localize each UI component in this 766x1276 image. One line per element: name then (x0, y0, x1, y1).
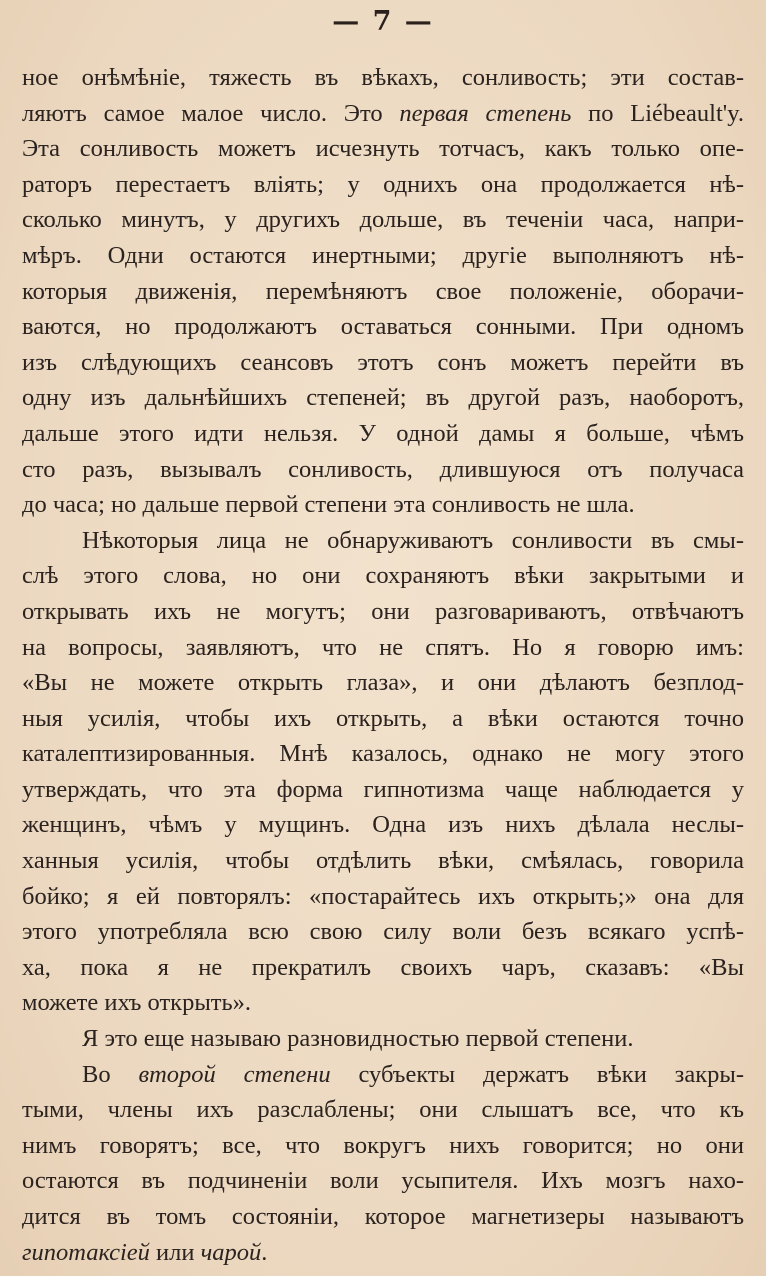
text-line (22, 238, 744, 274)
text-run: утверждать, что эта форма гипнотизма чаще наблюдается у (22, 775, 744, 803)
text-run: слѣ этого слова, но они сохраняютъ вѣки закрытыми и (22, 562, 744, 590)
text-run: остаются въ подчиненіи воли усыпителя. Ихъ мозгъ нахо- (22, 1167, 744, 1195)
text-run: одну изъ дальнѣйшихъ степеней; въ другой разъ, наоборотъ, (22, 384, 744, 412)
italic-term: гипотаксіей (22, 1238, 150, 1266)
text-line (22, 60, 744, 96)
text-run: тыми, члены ихъ разслаблены; они слышатъ все, что къ (22, 1096, 744, 1124)
text-line (22, 1057, 744, 1093)
text-line (22, 380, 744, 416)
text-run: Эта сонливость можетъ исчезнуть тотчасъ, какъ только опе- (22, 135, 744, 163)
text-line (22, 274, 744, 310)
text-line (22, 487, 744, 523)
text-run: мѣръ. Одни остаются инертными; другіе выполняютъ нѣ- (22, 241, 744, 269)
text-line (22, 1235, 744, 1271)
text-run: открывать ихъ не могутъ; они разговариваютъ, отвѣчаютъ (22, 597, 744, 625)
text-line (22, 772, 744, 808)
text-run: дится въ томъ состояніи, которое магнетизеры называютъ (22, 1203, 744, 1230)
text-line (22, 736, 744, 772)
text-line (22, 309, 744, 345)
text-run: нимъ говорятъ; все, что вокругъ нихъ говорится; но они (22, 1131, 744, 1159)
text-run: дальше этого идти нельзя. У одной дамы я больше, чѣмъ (22, 419, 744, 447)
text-line (22, 843, 744, 879)
text-run: бойко; я ей повторялъ: «постарайтесь ихъ открыть;» она для (22, 882, 744, 910)
text-line (22, 1092, 744, 1128)
text-line (22, 914, 744, 950)
text-run: сто разъ, вызывалъ сонливость, длившуюся отъ получаса (22, 455, 744, 483)
text-run: по Liébeault'y. (571, 99, 744, 127)
text-line (22, 879, 744, 915)
text-run: этого употребляла всю свою силу воли безъ всякаго успѣ- (22, 918, 744, 946)
text-run: ханныя усилія, чтобы отдѣлить вѣки, смѣялась, говорила (22, 847, 744, 875)
italic-term: чарой (200, 1238, 262, 1266)
text-line (22, 96, 744, 132)
text-run: «Вы не можете открыть глаза», и они дѣлаютъ безплод- (22, 669, 744, 697)
text-run: на вопросы, заявляютъ, что не спятъ. Но я говорю имъ: (22, 633, 744, 661)
text-line (22, 202, 744, 238)
text-run: раторъ перестаетъ вліять; у однихъ она продолжается нѣ- (22, 170, 744, 198)
text-run: которыя движенія, перемѣняютъ свое положеніе, оборачи- (22, 277, 744, 305)
text-run: женщинъ, чѣмъ у мущинъ. Одна изъ нихъ дѣлала неслы- (22, 811, 744, 839)
text-line (22, 950, 744, 986)
text-run: ляютъ самое малое число. Это (22, 99, 400, 127)
text-line (22, 345, 744, 381)
italic-term: второй степени (138, 1060, 331, 1088)
text-line (22, 452, 744, 488)
text-line (22, 1199, 744, 1235)
text-line (22, 630, 744, 666)
text-line (22, 131, 744, 167)
text-run: или (149, 1238, 201, 1266)
body-text (22, 60, 744, 1270)
text-line (22, 1163, 744, 1199)
text-line (22, 167, 744, 203)
text-line (22, 1021, 744, 1057)
text-line (22, 665, 744, 701)
text-run: Во (82, 1060, 139, 1088)
text-run: изъ слѣдующихъ сеансовъ этотъ сонъ можетъ перейти въ (22, 348, 744, 376)
text-line (22, 1128, 744, 1164)
text-line (22, 558, 744, 594)
text-line (22, 594, 744, 630)
text-run: ваются, но продолжаютъ оставаться сонными. При одномъ (22, 313, 744, 341)
text-run: до часа; но дальше первой степени эта сонливость не шла. (22, 491, 635, 519)
text-line (22, 807, 744, 843)
text-run: каталептизированныя. Мнѣ казалось, однако не могу этого (22, 740, 744, 768)
text-line (22, 701, 744, 737)
text-run: ха, пока я не прекратилъ своихъ чаръ, сказавъ: «Вы (22, 953, 744, 981)
text-run: можете ихъ открыть». (22, 989, 252, 1017)
text-run: . (261, 1238, 268, 1266)
text-line (22, 416, 744, 452)
italic-term: первая степень (399, 99, 572, 127)
page-number: — 7 — (332, 6, 434, 37)
text-line (22, 985, 744, 1021)
text-run: ное онѣмѣніе, тяжесть въ вѣкахъ, сонливость; эти состав- (22, 64, 744, 91)
text-run: Нѣкоторыя лица не обнаруживаютъ сонливости въ смы- (82, 526, 744, 554)
text-run: сколько минутъ, у другихъ дольше, въ теченіи часа, напри- (22, 206, 744, 234)
text-run: Я это еще называю разновидностью первой степени. (82, 1025, 634, 1053)
text-run: ныя усилія, чтобы ихъ открыть, а вѣки остаются точно (22, 704, 744, 732)
text-run: субъекты держатъ вѣки закры- (330, 1060, 744, 1088)
text-line (22, 523, 744, 559)
